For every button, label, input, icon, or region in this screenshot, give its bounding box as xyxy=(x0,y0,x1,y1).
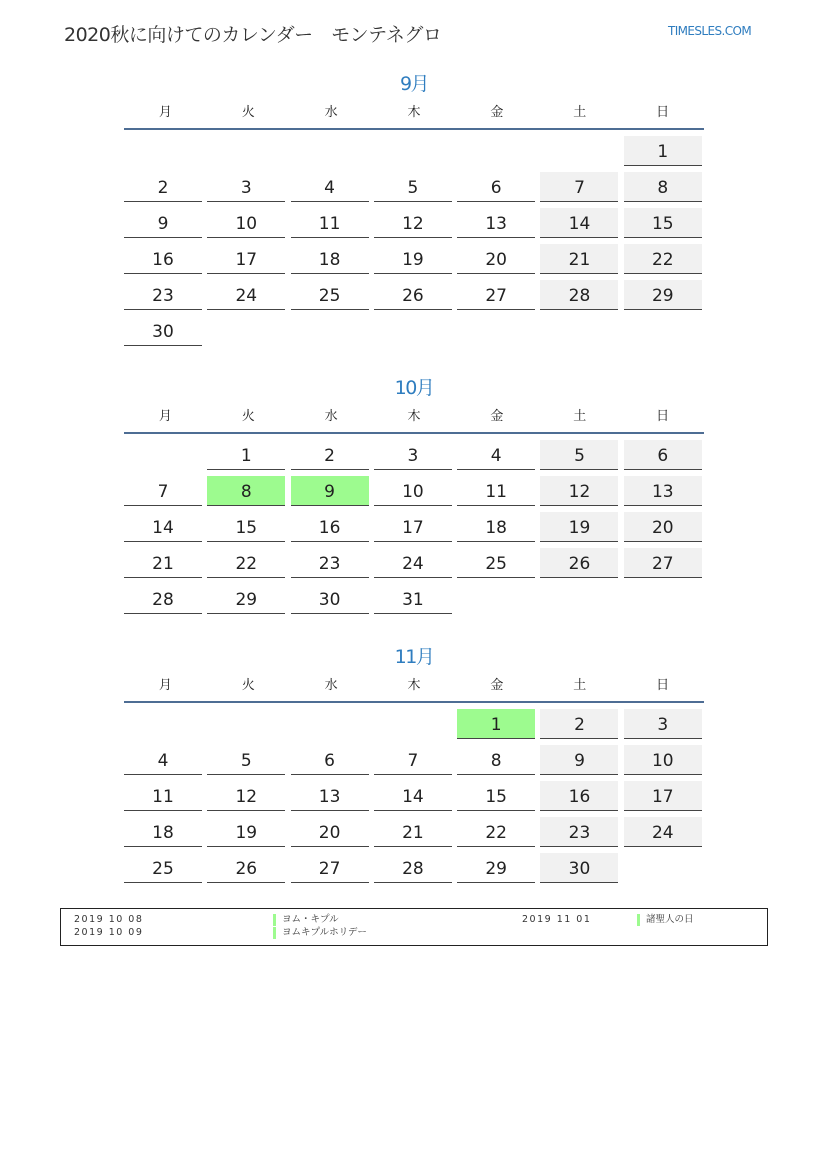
day-cell: 22 xyxy=(624,244,702,274)
weekday-header xyxy=(124,402,704,434)
weekday-label: 木 xyxy=(407,105,421,120)
weekday-header xyxy=(124,98,704,130)
day-cell: 6 xyxy=(291,745,369,775)
day-cell: 9 xyxy=(291,476,369,506)
empty-cell xyxy=(124,709,202,739)
day-cell: 30 xyxy=(540,853,618,883)
day-cell: 22 xyxy=(457,817,535,847)
empty-cell xyxy=(374,709,452,739)
weekday-label: 木 xyxy=(407,409,421,424)
legend-holiday-name: ヨムキプルホリデー xyxy=(273,927,367,939)
weekday-label: 土 xyxy=(573,678,587,693)
weekday-label: 日 xyxy=(656,105,670,120)
empty-cell xyxy=(124,136,202,166)
weekday-label: 水 xyxy=(324,678,338,693)
day-cell: 6 xyxy=(624,440,702,470)
day-cell: 4 xyxy=(291,172,369,202)
day-cell: 18 xyxy=(457,512,535,542)
day-cell: 12 xyxy=(374,208,452,238)
weekday-label: 月 xyxy=(158,409,172,424)
month-title: 11月 xyxy=(394,646,434,668)
day-cell: 13 xyxy=(291,781,369,811)
day-cell: 11 xyxy=(457,476,535,506)
day-cell: 3 xyxy=(624,709,702,739)
weekday-label: 火 xyxy=(241,105,255,120)
day-cell: 10 xyxy=(624,745,702,775)
legend-holiday-name: 諸聖人の日 xyxy=(637,914,694,926)
day-cell: 8 xyxy=(457,745,535,775)
day-cell: 18 xyxy=(291,244,369,274)
day-cell: 11 xyxy=(291,208,369,238)
day-cell: 10 xyxy=(374,476,452,506)
day-cell: 22 xyxy=(207,548,285,578)
month-september xyxy=(124,70,704,352)
day-cell: 28 xyxy=(540,280,618,310)
day-cell: 15 xyxy=(457,781,535,811)
day-cell: 3 xyxy=(374,440,452,470)
day-cell: 30 xyxy=(291,584,369,614)
day-cell: 2 xyxy=(540,709,618,739)
day-cell: 24 xyxy=(374,548,452,578)
day-cell: 5 xyxy=(374,172,452,202)
day-cell: 17 xyxy=(374,512,452,542)
weekday-label: 土 xyxy=(573,409,587,424)
empty-cell xyxy=(457,136,535,166)
day-cell: 5 xyxy=(540,440,618,470)
empty-cell xyxy=(291,136,369,166)
day-cell: 5 xyxy=(207,745,285,775)
day-cell: 9 xyxy=(540,745,618,775)
day-cell: 9 xyxy=(124,208,202,238)
day-cell: 28 xyxy=(124,584,202,614)
day-cell: 8 xyxy=(207,476,285,506)
day-cell: 21 xyxy=(540,244,618,274)
day-cell: 1 xyxy=(207,440,285,470)
day-cell: 26 xyxy=(374,280,452,310)
day-cell: 16 xyxy=(540,781,618,811)
day-cell: 1 xyxy=(624,136,702,166)
day-cell: 11 xyxy=(124,781,202,811)
day-cell: 21 xyxy=(374,817,452,847)
empty-cell xyxy=(207,136,285,166)
weekday-label: 金 xyxy=(490,678,504,693)
day-cell: 23 xyxy=(291,548,369,578)
weekday-label: 水 xyxy=(324,409,338,424)
day-cell: 16 xyxy=(124,244,202,274)
day-cell: 30 xyxy=(124,316,202,346)
weekday-label: 月 xyxy=(158,678,172,693)
weekday-label: 水 xyxy=(324,105,338,120)
day-cell: 17 xyxy=(207,244,285,274)
day-cell: 19 xyxy=(207,817,285,847)
day-cell: 20 xyxy=(624,512,702,542)
holiday-legend xyxy=(60,908,768,946)
day-cell: 26 xyxy=(540,548,618,578)
month-title: 10月 xyxy=(394,377,434,399)
day-cell: 25 xyxy=(457,548,535,578)
day-cell: 27 xyxy=(457,280,535,310)
legend-date: 2019 10 09 xyxy=(74,927,144,938)
day-cell: 29 xyxy=(457,853,535,883)
day-cell: 26 xyxy=(207,853,285,883)
day-cell: 25 xyxy=(124,853,202,883)
weekday-header xyxy=(124,671,704,703)
day-cell: 16 xyxy=(291,512,369,542)
day-cell: 6 xyxy=(457,172,535,202)
day-cell: 14 xyxy=(540,208,618,238)
day-cell: 7 xyxy=(374,745,452,775)
weekday-label: 金 xyxy=(490,105,504,120)
day-cell: 14 xyxy=(124,512,202,542)
day-cell: 20 xyxy=(457,244,535,274)
day-cell: 7 xyxy=(124,476,202,506)
day-cell: 28 xyxy=(374,853,452,883)
day-cell: 29 xyxy=(207,584,285,614)
day-cell: 24 xyxy=(207,280,285,310)
day-cell: 8 xyxy=(624,172,702,202)
weekday-label: 日 xyxy=(656,409,670,424)
day-cell: 20 xyxy=(291,817,369,847)
day-cell: 7 xyxy=(540,172,618,202)
day-cell: 27 xyxy=(624,548,702,578)
legend-date: 2019 11 01 xyxy=(522,914,592,925)
legend-holiday-name: ヨム・キプル xyxy=(273,914,339,926)
day-cell: 15 xyxy=(624,208,702,238)
day-cell: 18 xyxy=(124,817,202,847)
site-link[interactable]: TIMESLES.COM xyxy=(668,24,752,38)
day-cell: 19 xyxy=(374,244,452,274)
day-cell: 29 xyxy=(624,280,702,310)
day-cell: 2 xyxy=(124,172,202,202)
weekday-label: 火 xyxy=(241,678,255,693)
legend-date: 2019 10 08 xyxy=(74,914,144,925)
day-cell: 23 xyxy=(124,280,202,310)
day-cell: 1 xyxy=(457,709,535,739)
day-cell: 4 xyxy=(124,745,202,775)
weekday-label: 木 xyxy=(407,678,421,693)
days-grid xyxy=(124,130,704,352)
days-grid xyxy=(124,434,704,620)
day-cell: 23 xyxy=(540,817,618,847)
day-cell: 24 xyxy=(624,817,702,847)
empty-cell xyxy=(207,709,285,739)
month-title: 9月 xyxy=(399,73,429,95)
day-cell: 3 xyxy=(207,172,285,202)
weekday-label: 日 xyxy=(656,678,670,693)
month-november xyxy=(124,643,704,889)
day-cell: 19 xyxy=(540,512,618,542)
day-cell: 2 xyxy=(291,440,369,470)
day-cell: 12 xyxy=(540,476,618,506)
day-cell: 10 xyxy=(207,208,285,238)
page-title: 2020秋に向けてのカレンダー モンテネグロ xyxy=(64,24,442,46)
weekday-label: 土 xyxy=(573,105,587,120)
month-october xyxy=(124,374,704,620)
weekday-label: 金 xyxy=(490,409,504,424)
day-cell: 13 xyxy=(457,208,535,238)
day-cell: 4 xyxy=(457,440,535,470)
weekday-label: 月 xyxy=(158,105,172,120)
day-cell: 12 xyxy=(207,781,285,811)
empty-cell xyxy=(124,440,202,470)
day-cell: 27 xyxy=(291,853,369,883)
day-cell: 25 xyxy=(291,280,369,310)
days-grid xyxy=(124,703,704,889)
day-cell: 21 xyxy=(124,548,202,578)
day-cell: 17 xyxy=(624,781,702,811)
empty-cell xyxy=(374,136,452,166)
empty-cell xyxy=(540,136,618,166)
day-cell: 13 xyxy=(624,476,702,506)
empty-cell xyxy=(291,709,369,739)
day-cell: 14 xyxy=(374,781,452,811)
day-cell: 31 xyxy=(374,584,452,614)
weekday-label: 火 xyxy=(241,409,255,424)
day-cell: 15 xyxy=(207,512,285,542)
